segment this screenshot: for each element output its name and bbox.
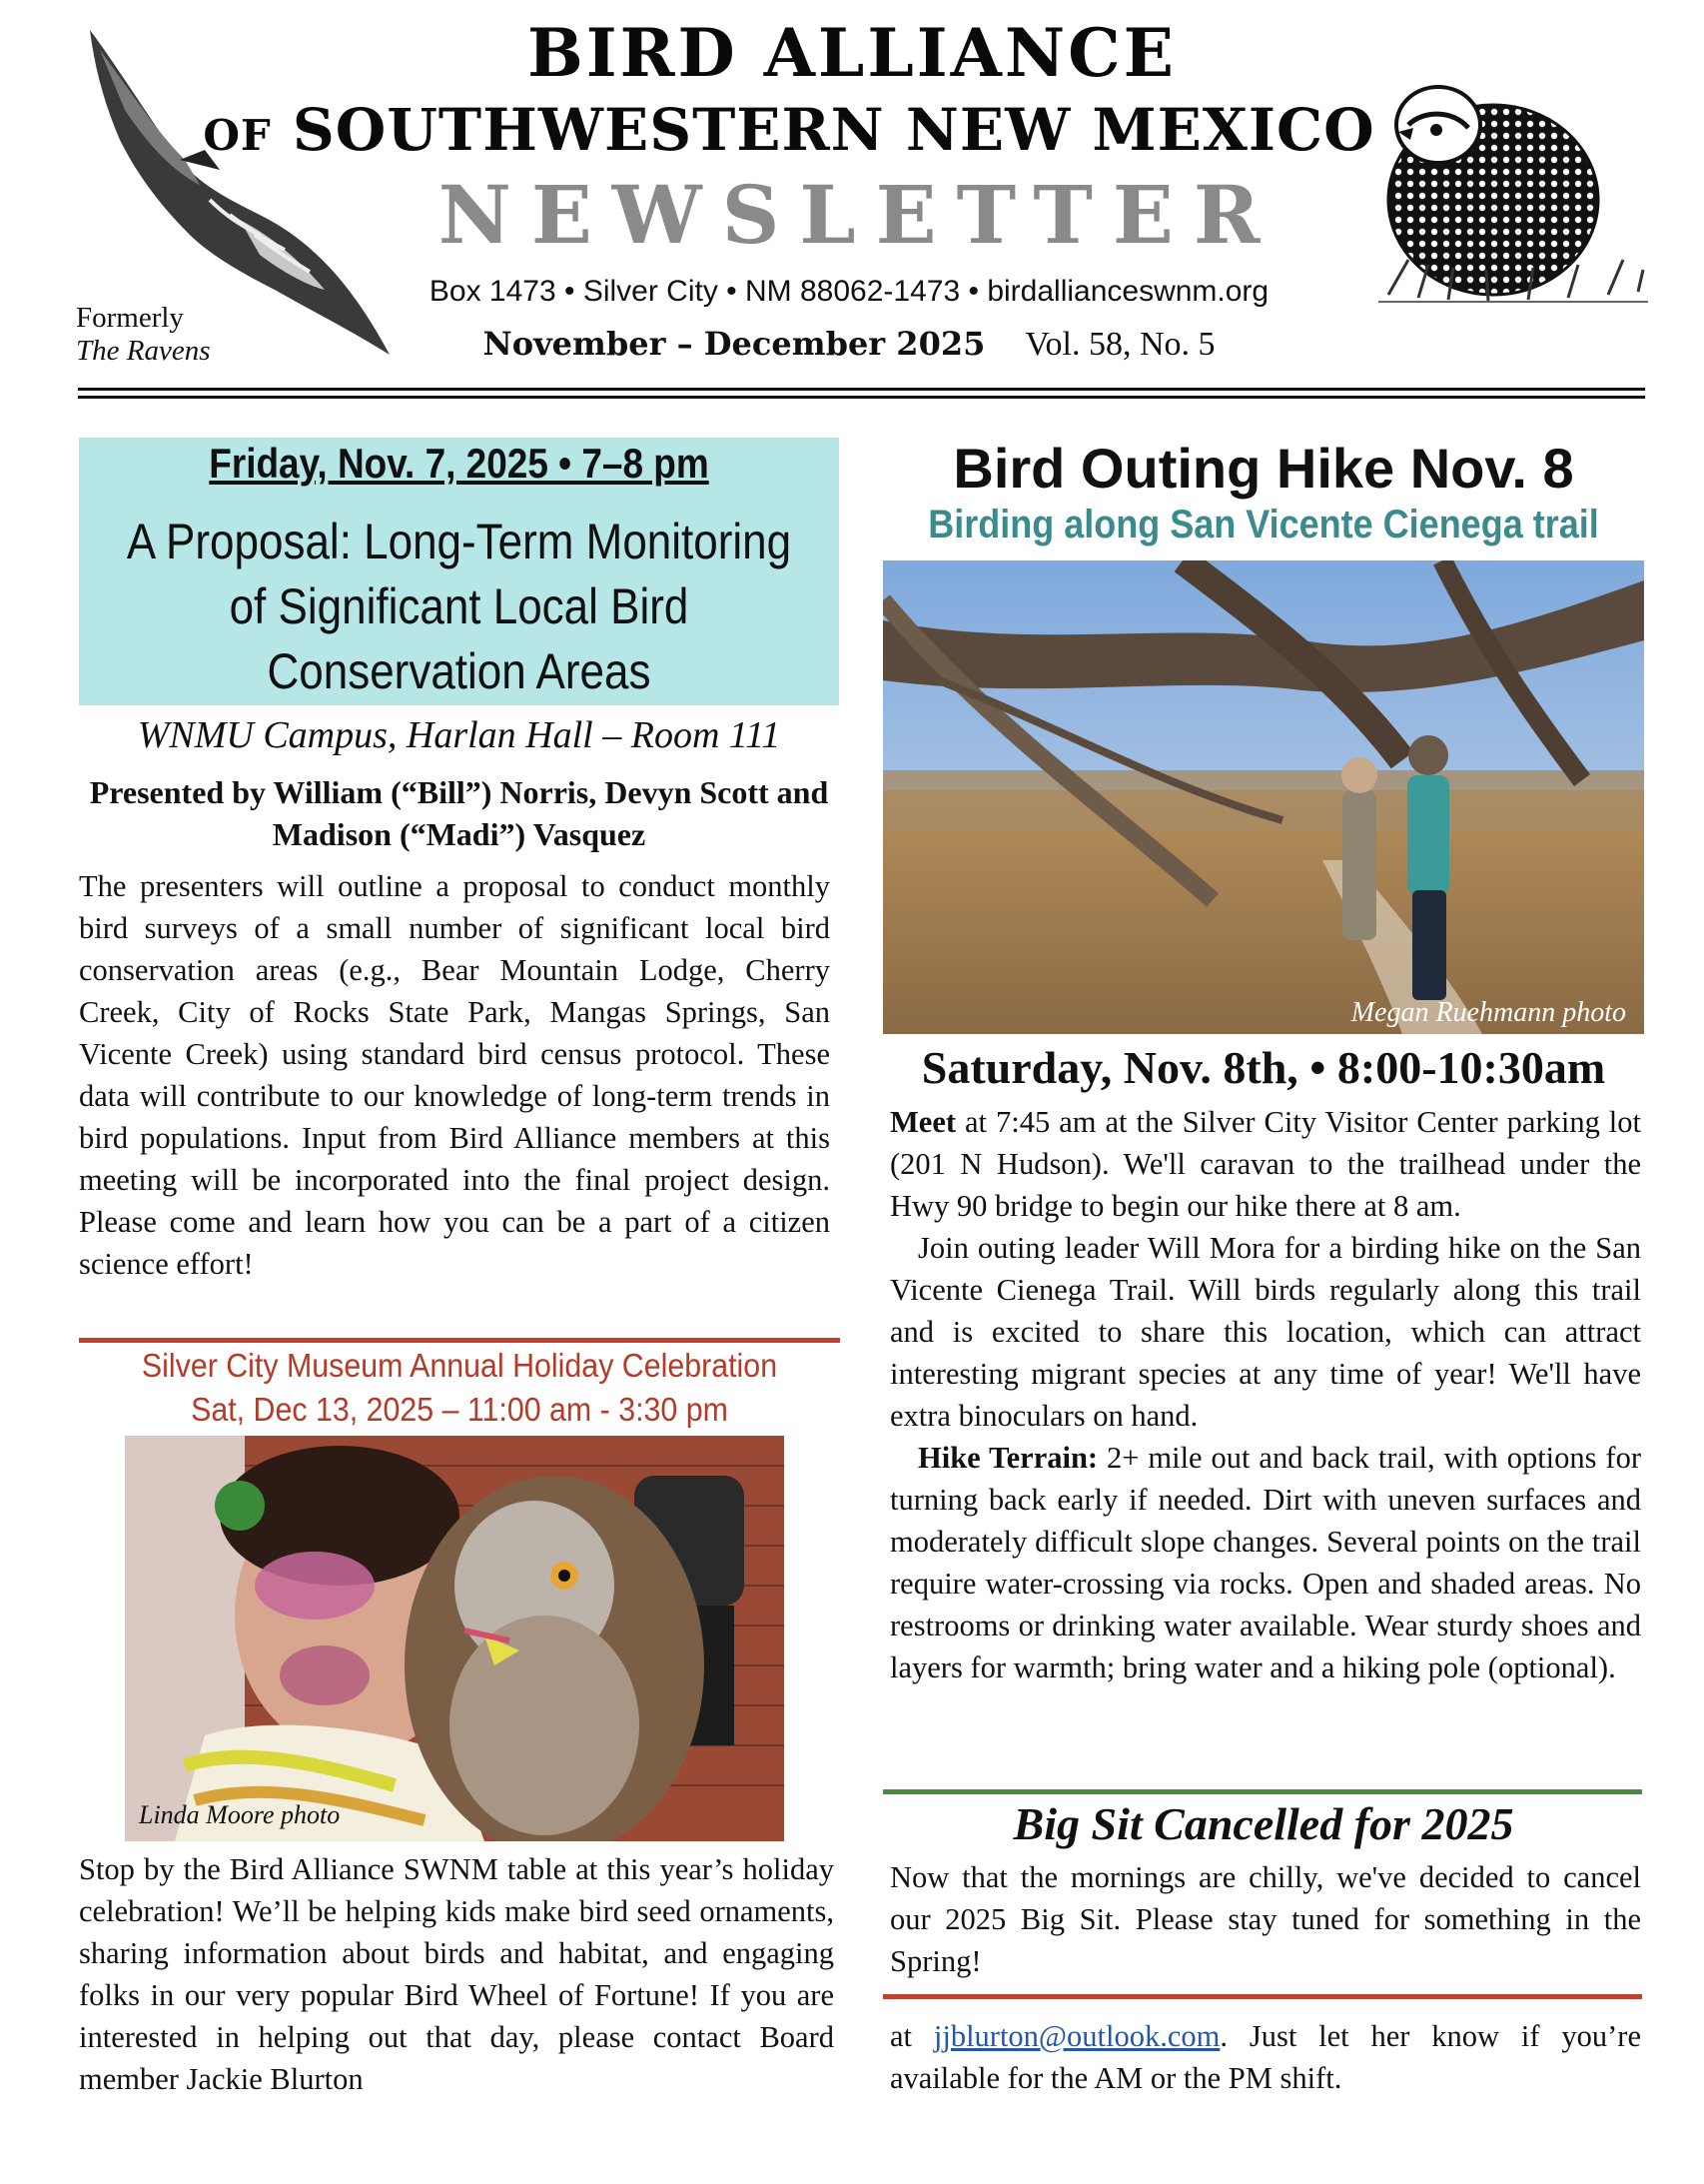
former-name: The Ravens — [76, 335, 211, 367]
outing-terrain-label: Hike Terrain: — [918, 1441, 1099, 1475]
museum-photo — [125, 1436, 784, 1841]
issue-volume: Vol. 58, No. 5 — [1025, 326, 1216, 363]
masthead-region: SOUTHWESTERN NEW MEXICO — [292, 96, 1375, 164]
masthead-rule-bottom — [78, 396, 1645, 399]
program-location: WNMU Campus, Harlan Hall – Room 111 — [137, 714, 781, 756]
formerly-note — [76, 302, 211, 368]
outing-meet-label: Meet — [890, 1105, 957, 1139]
contact-suffix: . Just let her know if you’re available for the AM or the PM shift. — [890, 2019, 1641, 2095]
contact-divider — [883, 1994, 1642, 1999]
bigsit-title: Big Sit Cancelled for 2025 — [1013, 1798, 1514, 1849]
issue-line — [300, 325, 1398, 364]
program-title: A Proposal: Long-Term Monitoring of Significant Local Bird Conservation Areas — [126, 514, 792, 699]
outing-photo — [883, 560, 1644, 1034]
program-description: The presenters will outline a proposal to conduct monthly bird surveys of a small number of significant local bird conservation areas (e.g., Bear Mountain Lodge, Cherry Creek, City of Rocks State Park, Mangas Springs, San Vicente Creek) using standard bird census protocol. These data will contribute to our knowledge of long-term trends in bird populations. Input from Bird Alliance members at this meeting will be incorporated into the final project design. Please come and learn how you can be a part of a citizen science effort! — [79, 869, 830, 1281]
museum-date: Sat, Dec 13, 2025 – 11:00 am - 3:30 pm — [191, 1391, 728, 1428]
bigsit-description: Now that the mornings are chilly, we've decided to cancel our 2025 Big Sit. Please stay tuned for something in the Spring! — [890, 1860, 1641, 1978]
outing-meet-text: at 7:45 am at the Silver City Visitor Center parking lot (201 N Hudson). We'll caravan to the trailhead under the Hwy 90 bridge to begin our hike there at 8 am. — [890, 1105, 1641, 1223]
outing-photo-credit: Megan Ruehmann photo — [1350, 997, 1626, 1028]
outing-meet-paragraph — [890, 1101, 1641, 1227]
masthead-title: BIRD ALLIANCE — [527, 14, 1177, 92]
formerly-label: Formerly — [76, 302, 184, 334]
museum-heading — [109, 1344, 809, 1432]
program-date: Friday, Nov. 7, 2025 • 7–8 pm — [209, 440, 709, 487]
outing-leader-paragraph: Join outing leader Will Mora for a birding hike on the San Vicente Cienega Trail. Will birds regularly along this trail and is excited to share this location, which can attract interesting migrant species at any time of year! We'll have extra binoculars on hand. — [890, 1231, 1641, 1433]
outing-subtitle: Birding along San Vicente Cienega trail — [928, 503, 1599, 546]
bigsit-divider — [883, 1789, 1642, 1794]
masthead-rule-top — [78, 388, 1645, 391]
outing-title: Bird Outing Hike Nov. 8 — [953, 437, 1574, 500]
museum-divider — [79, 1338, 840, 1343]
contact-email-link[interactable]: jjblurton@outlook.com — [933, 2019, 1221, 2053]
issue-dates: November – December 2025 — [482, 325, 986, 363]
masthead-address: Box 1473 • Silver City • NM 88062-1473 • birdallianceswnm.org — [428, 275, 1270, 308]
quail-illustration — [1368, 70, 1658, 320]
museum-description: Stop by the Bird Alliance SWNM table at this year’s holiday celebration! We’ll be helping kids make bird seed ornaments, sharing information about birds and habitat, and engaging folks in our very popular Bird Wheel of Fortune! If you are interested in helping out that day, please contact Board member Jackie Blurton — [79, 1852, 834, 2096]
masthead-subtitle — [200, 96, 1378, 164]
masthead-of: OF — [203, 111, 272, 160]
contact-prefix: at — [890, 2019, 934, 2053]
masthead-newsletter: NEWSLETTER — [437, 168, 1280, 262]
contact-continuation — [890, 2015, 1641, 2099]
outing-terrain-text: 2+ mile out and back trail, with options for turning back early if needed. Dirt with uneven surfaces and moderately difficult slope changes. Several points on the trail require water-crossing via rocks. Open and shaded areas. No restrooms or drinking water available. Wear sturdy shoes and layers for warmth; bring water and a hiking pole (optional). — [890, 1441, 1641, 1684]
museum-photo-credit: Linda Moore photo — [139, 1800, 341, 1829]
program-presenters: Presented by William (“Bill”) Norris, Devyn Scott and Madison (“Madi”) Vasquez — [89, 774, 829, 852]
outing-description — [890, 1101, 1641, 1688]
outing-date: Saturday, Nov. 8th, • 8:00-10:30am — [921, 1042, 1606, 1093]
museum-title: Silver City Museum Annual Holiday Celebration — [141, 1347, 778, 1384]
outing-terrain-paragraph — [890, 1437, 1641, 1688]
